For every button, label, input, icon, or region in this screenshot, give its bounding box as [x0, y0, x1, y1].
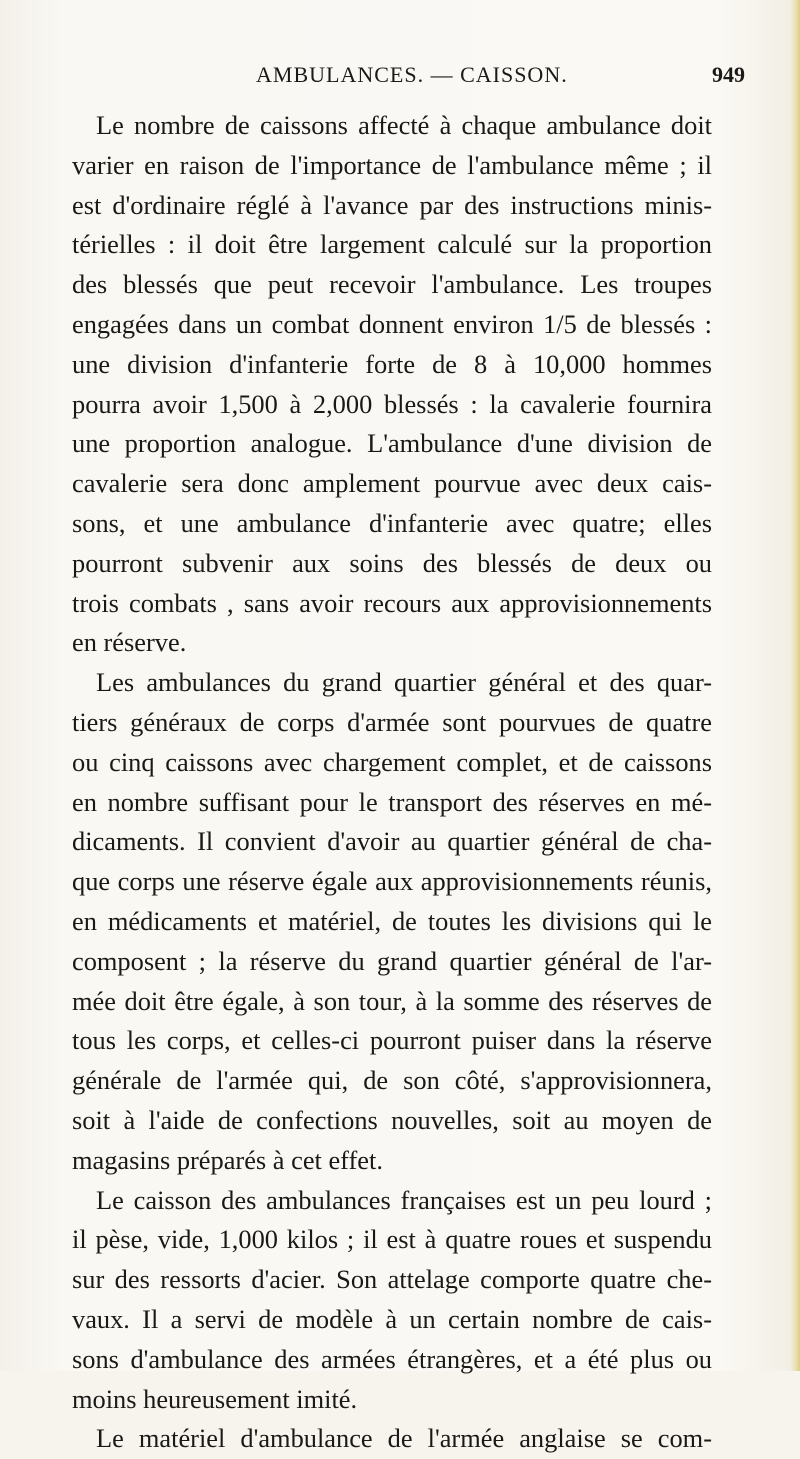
text-line: varier en raison de l'importance de l'ambulance même ; il: [72, 149, 712, 180]
text-line: générale de l'armée qui, de son côté, s'approvisionnera,: [72, 1065, 712, 1096]
text-line: en nombre suffisant pour le transport des réserves en mé-: [72, 786, 712, 817]
text-line: tous les corps, et celles-ci pourront puiser dans la réserve: [72, 1025, 712, 1056]
text-line: Le caisson des ambulances françaises est un peu lourd ;: [96, 1184, 712, 1215]
text-line: soit à l'aide de confections nouvelles, soit au moyen de: [72, 1104, 712, 1135]
text-line: pourront subvenir aux soins des blessés de deux ou: [72, 547, 712, 578]
text-line: cavalerie sera donc amplement pourvue avec deux cais-: [72, 468, 712, 499]
text-line: Le matériel d'ambulance de l'armée anglaise se com-: [96, 1423, 712, 1454]
text-line: trois combats , sans avoir recours aux approvisionnements: [72, 587, 712, 618]
text-line: Le nombre de caissons affecté à chaque ambulance doit: [96, 110, 712, 140]
text-line: en médicaments et matériel, de toutes les divisions qui le: [72, 905, 712, 936]
text-line: térielles : il doit être largement calculé sur la proportion: [72, 229, 712, 260]
text-line: moins heureusement imité.: [72, 1383, 358, 1414]
text-line: sur des ressorts d'acier. Son attelage comporte quatre che-: [72, 1264, 712, 1295]
text-line: engagées dans un combat donnent environ 1/5 de blessés :: [72, 308, 712, 339]
text-line: en réserve.: [72, 627, 187, 658]
page-edge: [790, 0, 800, 1371]
text-line: vaux. Il a servi de modèle à un certain nombre de cais-: [72, 1303, 712, 1334]
text-line: pourra avoir 1,500 à 2,000 blessés : la cavalerie fournira: [72, 388, 712, 419]
text-line: des blessés que peut recevoir l'ambulance. Les troupes: [72, 269, 712, 300]
text-line: que corps une réserve égale aux approvisionnements réunis,: [72, 866, 712, 897]
text-line: est d'ordinaire réglé à l'avance par des instructions minis-: [72, 189, 712, 220]
page-header: [0, 62, 800, 92]
text-line: il pèse, vide, 1,000 kilos ; il est à quatre roues et suspendu: [72, 1224, 712, 1255]
text-line: Les ambulances du grand quartier général et des quar-: [96, 667, 712, 698]
text-line: dicaments. Il convient d'avoir au quartier général de cha-: [72, 826, 712, 857]
text-line: une division d'infanterie forte de 8 à 10,000 hommes: [72, 348, 712, 379]
text-line: composent ; la réserve du grand quartier général de l'ar-: [72, 945, 712, 976]
text-line: sons, et une ambulance d'infanterie avec quatre; elles: [72, 507, 712, 538]
page-number: 949: [712, 62, 745, 87]
text-line: magasins préparés à cet effet.: [72, 1144, 383, 1175]
text-line: tiers généraux de corps d'armée sont pourvues de quatre: [72, 706, 712, 737]
text-line: une proportion analogue. L'ambulance d'une division de: [72, 428, 712, 459]
text-line: sons d'ambulance des armées étrangères, et a été plus ou: [72, 1343, 712, 1374]
text-line: ou cinq caissons avec chargement complet, et de caissons: [72, 746, 712, 777]
text-line: mée doit être égale, à son tour, à la somme des réserves de: [72, 985, 712, 1016]
body-text: [72, 106, 712, 1459]
running-title: AMBULANCES. — CAISSON.: [256, 62, 568, 87]
